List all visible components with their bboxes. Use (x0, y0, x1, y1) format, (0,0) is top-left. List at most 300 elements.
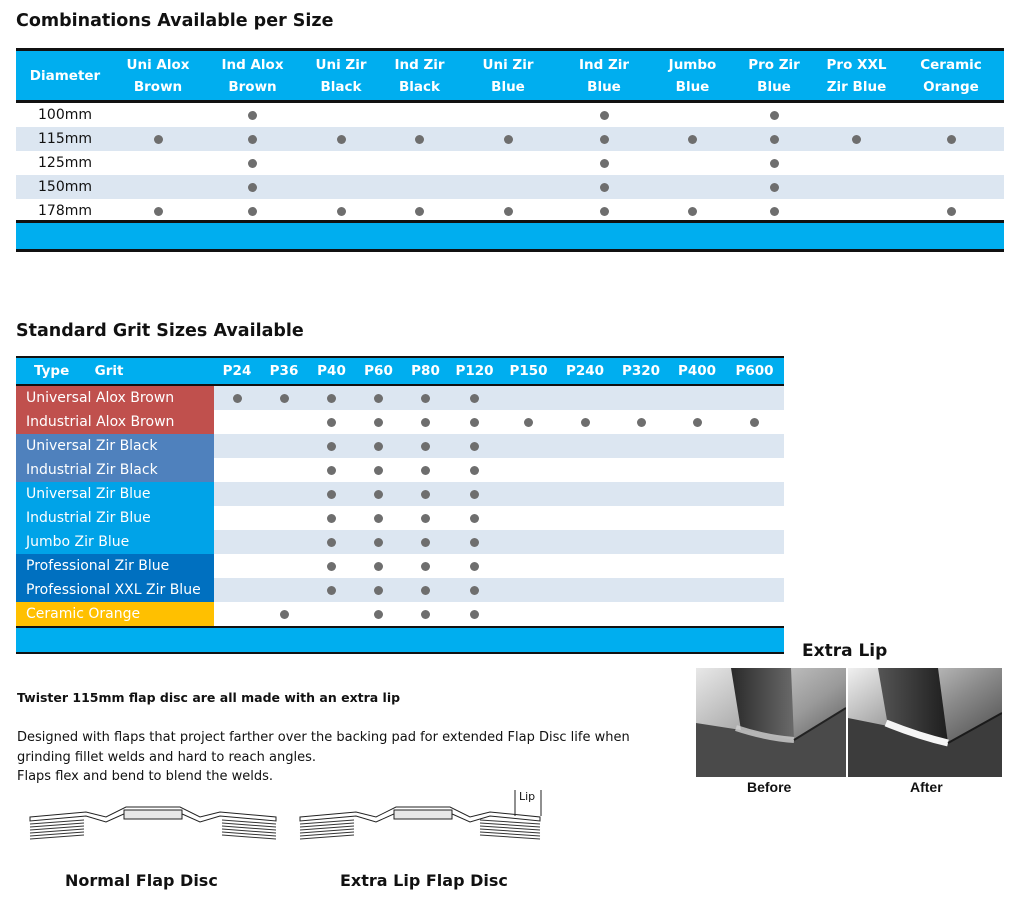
grit-col-header: P150 (500, 357, 557, 385)
availability-dot (248, 111, 257, 120)
combo-cell (733, 127, 815, 151)
grit-col-header: P40 (308, 357, 355, 385)
grit-cell (355, 602, 402, 626)
grit-cell (355, 458, 402, 482)
availability-dot (280, 610, 289, 619)
grit-cell (500, 458, 557, 482)
grit-row (16, 578, 784, 602)
grit-cell (557, 482, 613, 506)
combo-diameter: 115mm (16, 127, 114, 151)
extra-lip-flap-disc-diagram (296, 782, 552, 848)
grit-cell (449, 530, 500, 554)
grit-row (16, 434, 784, 458)
grit-cell (308, 602, 355, 626)
availability-dot (154, 207, 163, 216)
grit-cell (402, 458, 449, 482)
grit-cell (557, 602, 613, 626)
combo-cell (815, 102, 898, 128)
availability-dot (421, 514, 430, 523)
grit-cell (214, 530, 260, 554)
grit-cell (725, 482, 784, 506)
grit-cell (557, 506, 613, 530)
combo-cell (379, 102, 460, 128)
availability-dot (600, 207, 609, 216)
availability-dot (688, 207, 697, 216)
availability-dot (421, 418, 430, 427)
combo-col-header: Pro Zir Blue (733, 50, 815, 102)
availability-dot (693, 418, 702, 427)
availability-dot (248, 207, 257, 216)
availability-dot (415, 135, 424, 144)
grit-cell (260, 458, 308, 482)
combo-cell (303, 175, 379, 199)
grit-cell (500, 602, 557, 626)
availability-dot (421, 538, 430, 547)
grit-header-type (16, 357, 214, 385)
grit-type-label: Ceramic Orange (16, 602, 214, 626)
extra-lip-description-2: Flaps flex and bend to blend the welds. (17, 769, 273, 784)
combo-cell (303, 151, 379, 175)
grit-cell (260, 554, 308, 578)
grit-cell (500, 410, 557, 434)
grit-cell (669, 602, 725, 626)
extra-lip-title: Extra Lip (802, 641, 888, 661)
availability-dot (421, 610, 430, 619)
grit-col-header: P320 (613, 357, 669, 385)
grit-row (16, 530, 784, 554)
availability-dot (470, 394, 479, 403)
availability-dot (374, 610, 383, 619)
availability-dot (337, 135, 346, 144)
availability-dot (374, 562, 383, 571)
availability-dot (504, 207, 513, 216)
grit-cell (613, 482, 669, 506)
extra-lip-description: Designed with flaps that project farther over the backing pad for extended Flap Disc life when grinding fillet welds and hard to reach angles. (17, 730, 630, 765)
grit-cell (355, 385, 402, 410)
availability-dot (470, 562, 479, 571)
combo-diameter: 125mm (38, 155, 92, 171)
grit-row (16, 385, 784, 410)
grit-type-label: Universal Zir Blue (16, 482, 214, 506)
grit-cell (449, 554, 500, 578)
grit-cell (669, 482, 725, 506)
combo-cell (202, 151, 303, 175)
combo-cell (303, 127, 379, 151)
availability-dot (581, 418, 590, 427)
combo-cell (556, 127, 652, 151)
combo-cell (202, 175, 303, 199)
grit-cell (402, 482, 449, 506)
grit-cell (308, 482, 355, 506)
grit-type-label: Professional Zir Blue (16, 554, 214, 578)
grit-cell (402, 506, 449, 530)
grit-cell (214, 602, 260, 626)
availability-dot (154, 135, 163, 144)
grit-cell (308, 554, 355, 578)
grit-cell (402, 385, 449, 410)
grit-cell (260, 385, 308, 410)
availability-dot (374, 538, 383, 547)
grit-type-label: Universal Alox Brown (16, 385, 214, 410)
grit-cell (613, 506, 669, 530)
availability-dot (327, 514, 336, 523)
availability-dot (337, 207, 346, 216)
combo-diameter: 150mm (16, 175, 114, 199)
availability-dot (470, 418, 479, 427)
grit-cell (500, 530, 557, 554)
combo-row (16, 151, 1004, 175)
grit-label: Grit (94, 363, 124, 379)
grit-col-header: P240 (557, 357, 613, 385)
grit-type-label: Industrial Zir Blue (16, 506, 214, 530)
combo-row (16, 102, 1004, 128)
combo-row (16, 127, 1004, 151)
availability-dot (374, 466, 383, 475)
grit-cell (557, 385, 613, 410)
combo-cell (652, 127, 733, 151)
grit-cell (260, 506, 308, 530)
grit-row (16, 506, 784, 530)
grit-row (16, 554, 784, 578)
grit-cell (449, 458, 500, 482)
grit-cell (260, 410, 308, 434)
grit-cell (725, 506, 784, 530)
grit-cell (725, 602, 784, 626)
grit-cell (725, 458, 784, 482)
grits-title: Standard Grit Sizes Available (16, 321, 304, 341)
grit-cell (669, 434, 725, 458)
grit-type-label: Professional XXL Zir Blue (16, 578, 214, 602)
extra-lip-flap-disc-label: Extra Lip Flap Disc (340, 871, 508, 890)
grit-row (16, 482, 784, 506)
combinations-footer-bar (16, 220, 1004, 252)
availability-dot (415, 207, 424, 216)
availability-dot (470, 586, 479, 595)
grit-cell (308, 410, 355, 434)
grit-cell (355, 578, 402, 602)
availability-dot (947, 135, 956, 144)
combo-col-header: Ind Zir Blue (556, 50, 652, 102)
combo-cell (556, 175, 652, 199)
grit-cell (308, 578, 355, 602)
grit-cell (355, 554, 402, 578)
combo-cell (202, 102, 303, 128)
grit-cell (308, 385, 355, 410)
combo-cell (303, 102, 379, 128)
grit-cell (557, 458, 613, 482)
grit-col-header: P600 (725, 357, 784, 385)
grit-cell (402, 578, 449, 602)
combinations-table (16, 48, 1004, 223)
combo-row (16, 175, 1004, 199)
grit-cell (500, 578, 557, 602)
availability-dot (421, 442, 430, 451)
availability-dot (600, 111, 609, 120)
grit-cell (725, 410, 784, 434)
availability-dot (770, 111, 779, 120)
grit-cell (355, 410, 402, 434)
combo-col-header: Diameter (16, 50, 114, 102)
grit-cell (402, 410, 449, 434)
grit-col-header: P24 (214, 357, 260, 385)
combo-cell (379, 127, 460, 151)
grit-cell (613, 578, 669, 602)
after-photo (848, 668, 1002, 777)
combo-cell (652, 102, 733, 128)
combo-cell (556, 102, 652, 128)
availability-dot (421, 562, 430, 571)
availability-dot (374, 394, 383, 403)
grit-cell (669, 554, 725, 578)
grit-cell (402, 602, 449, 626)
availability-dot (233, 394, 242, 403)
grit-cell (725, 434, 784, 458)
grit-row (16, 410, 784, 434)
lip-label: Lip (519, 790, 536, 803)
availability-dot (770, 183, 779, 192)
grit-cell (402, 530, 449, 554)
availability-dot (470, 610, 479, 619)
grit-cell (402, 554, 449, 578)
combo-cell (898, 127, 1004, 151)
grit-col-header: P400 (669, 357, 725, 385)
availability-dot (770, 207, 779, 216)
grit-cell (613, 385, 669, 410)
combo-cell (379, 151, 460, 175)
grit-col-header: P60 (355, 357, 402, 385)
normal-flap-disc-diagram (26, 800, 282, 848)
grit-cell (214, 410, 260, 434)
availability-dot (421, 466, 430, 475)
combo-diameter: 100mm (38, 107, 92, 123)
availability-dot (327, 442, 336, 451)
grit-cell (449, 410, 500, 434)
combo-cell (114, 127, 202, 151)
availability-dot (637, 418, 646, 427)
grit-cell (355, 530, 402, 554)
combo-cell (733, 151, 815, 175)
grit-cell (260, 482, 308, 506)
combo-cell (733, 175, 815, 199)
availability-dot (600, 159, 609, 168)
grit-type-label: Industrial Alox Brown (16, 410, 214, 434)
grit-cell (725, 578, 784, 602)
combo-cell (652, 175, 733, 199)
combo-col-header: Ind Zir Black (379, 50, 460, 102)
availability-dot (248, 159, 257, 168)
availability-dot (374, 514, 383, 523)
grit-cell (669, 578, 725, 602)
combo-cell (460, 151, 556, 175)
availability-dot (600, 135, 609, 144)
combo-cell (114, 102, 202, 128)
availability-dot (327, 562, 336, 571)
combo-cell (898, 151, 1004, 175)
combo-cell (460, 127, 556, 151)
availability-dot (327, 418, 336, 427)
grit-cell (557, 434, 613, 458)
grit-cell (214, 482, 260, 506)
grit-cell (500, 482, 557, 506)
availability-dot (470, 442, 479, 451)
after-caption: After (910, 779, 943, 795)
grit-cell (449, 578, 500, 602)
grit-cell (308, 530, 355, 554)
grit-cell (669, 506, 725, 530)
grit-cell (557, 578, 613, 602)
availability-dot (374, 442, 383, 451)
availability-dot (327, 538, 336, 547)
combo-cell (652, 151, 733, 175)
grit-cell (308, 506, 355, 530)
grit-cell (355, 434, 402, 458)
grit-cell (449, 482, 500, 506)
grit-col-header: P36 (260, 357, 308, 385)
grit-cell (557, 410, 613, 434)
grit-row (16, 602, 784, 626)
grit-cell (214, 506, 260, 530)
availability-dot (770, 159, 779, 168)
availability-dot (327, 394, 336, 403)
grit-cell (260, 602, 308, 626)
grit-cell (260, 434, 308, 458)
grit-cell (214, 554, 260, 578)
grit-table (16, 356, 784, 626)
combo-cell (202, 127, 303, 151)
combo-cell (815, 151, 898, 175)
grit-cell (725, 530, 784, 554)
availability-dot (688, 135, 697, 144)
availability-dot (421, 586, 430, 595)
availability-dot (470, 490, 479, 499)
availability-dot (421, 490, 430, 499)
grit-cell (557, 554, 613, 578)
grit-cell (449, 385, 500, 410)
combo-cell (556, 151, 652, 175)
grit-type-label: Industrial Zir Black (16, 458, 214, 482)
grit-type-label: Jumbo Zir Blue (16, 530, 214, 554)
combo-cell (898, 102, 1004, 128)
combo-cell (114, 151, 202, 175)
grit-row (16, 458, 784, 482)
availability-dot (327, 490, 336, 499)
grit-cell (260, 578, 308, 602)
availability-dot (470, 538, 479, 547)
availability-dot (470, 514, 479, 523)
combo-col-header: Ind Alox Brown (202, 50, 303, 102)
combinations-header-row (16, 50, 1004, 102)
grit-header-row (16, 357, 784, 385)
grit-cell (669, 458, 725, 482)
grit-cell (449, 506, 500, 530)
availability-dot (470, 466, 479, 475)
grit-cell (214, 458, 260, 482)
combo-cell (815, 127, 898, 151)
grit-cell (355, 482, 402, 506)
combo-cell (460, 175, 556, 199)
combo-col-header: Ceramic Orange (898, 50, 1004, 102)
grit-cell (669, 530, 725, 554)
combinations-title: Combinations Available per Size (16, 11, 334, 31)
combo-diameter: 178mm (38, 203, 92, 219)
grit-cell (402, 434, 449, 458)
grit-col-header: P80 (402, 357, 449, 385)
grit-cell (613, 458, 669, 482)
combo-cell (379, 175, 460, 199)
combo-col-header: Jumbo Blue (652, 50, 733, 102)
grit-cell (669, 385, 725, 410)
availability-dot (421, 394, 430, 403)
combo-cell (815, 175, 898, 199)
grit-type-label: Universal Zir Black (16, 434, 214, 458)
grit-cell (260, 530, 308, 554)
grit-cell (500, 434, 557, 458)
grit-cell (613, 530, 669, 554)
availability-dot (750, 418, 759, 427)
grit-cell (500, 385, 557, 410)
grit-cell (725, 385, 784, 410)
normal-flap-disc-label: Normal Flap Disc (65, 871, 218, 890)
availability-dot (374, 418, 383, 427)
availability-dot (248, 183, 257, 192)
grit-cell (613, 602, 669, 626)
grit-cell (557, 530, 613, 554)
grit-cell (613, 434, 669, 458)
availability-dot (770, 135, 779, 144)
before-caption: Before (747, 779, 792, 795)
grit-cell (449, 434, 500, 458)
grit-cell (308, 458, 355, 482)
combo-cell (460, 102, 556, 128)
grit-cell (214, 578, 260, 602)
grit-cell (669, 410, 725, 434)
grit-cell (214, 385, 260, 410)
grit-cell (613, 410, 669, 434)
grit-cell (500, 554, 557, 578)
combo-col-header: Uni Zir Blue (460, 50, 556, 102)
availability-dot (852, 135, 861, 144)
combo-cell (733, 102, 815, 128)
type-label: Type (34, 363, 70, 379)
grit-cell (214, 434, 260, 458)
grit-cell (355, 506, 402, 530)
availability-dot (374, 586, 383, 595)
availability-dot (327, 586, 336, 595)
availability-dot (947, 207, 956, 216)
grit-footer-bar (16, 626, 784, 654)
availability-dot (327, 466, 336, 475)
grit-cell (613, 554, 669, 578)
grit-cell (449, 602, 500, 626)
grit-cell (500, 506, 557, 530)
grit-col-header: P120 (449, 357, 500, 385)
grit-cell (308, 434, 355, 458)
combo-col-header: Uni Alox Brown (114, 50, 202, 102)
before-photo (696, 668, 846, 777)
availability-dot (524, 418, 533, 427)
availability-dot (248, 135, 257, 144)
combo-cell (114, 175, 202, 199)
extra-lip-heading: Twister 115mm flap disc are all made with an extra lip (17, 690, 401, 705)
availability-dot (600, 183, 609, 192)
combo-col-header: Uni Zir Black (303, 50, 379, 102)
availability-dot (504, 135, 513, 144)
availability-dot (374, 490, 383, 499)
combo-col-header: Pro XXL Zir Blue (815, 50, 898, 102)
availability-dot (280, 394, 289, 403)
combo-cell (898, 175, 1004, 199)
grit-cell (725, 554, 784, 578)
